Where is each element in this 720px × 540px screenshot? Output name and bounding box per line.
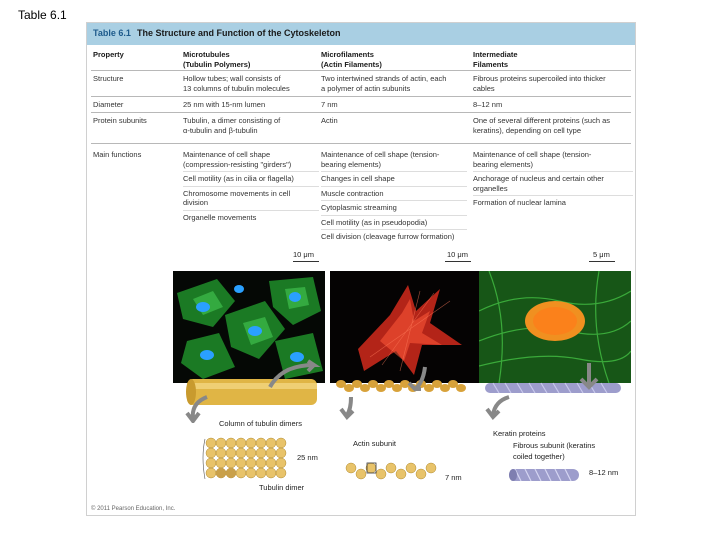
cell-diameter-microfilaments: 7 nm [321, 100, 338, 109]
function-divider [473, 171, 633, 172]
header-rule [91, 70, 631, 71]
function-line: bearing elements) [321, 159, 382, 169]
cell-line: Two intertwined strands of actin, each [321, 74, 447, 83]
cell-structure-intermediate [473, 74, 633, 93]
function-line: Cell motility (as in pseudopodia) [321, 217, 428, 227]
function-line: Maintenance of cell shape [183, 150, 271, 159]
cell-line: Hollow tubes; wall consists of [183, 74, 281, 83]
function-line: Formation of nuclear lamina [473, 198, 566, 207]
cell-line: One of several different proteins (such as [473, 116, 611, 125]
function-item [183, 174, 319, 184]
row-label-structure: Structure [93, 74, 124, 83]
label-fibrous-subunit-line2: coiled together) [513, 452, 565, 461]
function-item [183, 213, 319, 223]
function-divider [321, 200, 467, 201]
cell-line: Fibrous proteins supercoiled into thicker [473, 74, 606, 83]
cell-subunits-microfilaments: Actin [321, 116, 338, 125]
function-item [321, 150, 467, 169]
function-item [183, 150, 319, 169]
column-header-line: Microfilaments [321, 50, 374, 59]
function-divider [321, 229, 467, 230]
function-line: division [183, 198, 209, 207]
functions-microfilaments [321, 150, 467, 242]
arrow-icon [575, 361, 603, 391]
function-divider [183, 210, 319, 211]
scale-label-microtubules: 10 μm [293, 250, 314, 259]
slide-title: Table 6.1 [18, 8, 67, 22]
function-line: Changes in cell shape [321, 174, 395, 183]
arrow-icon [483, 395, 513, 421]
copyright: © 2011 Pearson Education, Inc. [91, 506, 176, 512]
function-line: Organelle movements [183, 212, 257, 222]
micrograph-intermediate-filaments [479, 271, 631, 383]
scale-label-intermediate: 5 μm [593, 250, 610, 259]
function-line: (compression-resisting "girders") [183, 159, 292, 169]
column-header-line: Intermediate [473, 50, 518, 59]
row-rule [91, 143, 631, 144]
function-line: Cell division (cleavage furrow formation) [321, 232, 455, 241]
function-item [473, 198, 633, 208]
cell-structure-microtubules [183, 74, 319, 93]
column-header-line: Filaments [473, 59, 509, 69]
label-column-of-tubulin-dimers: Column of tubulin dimers [219, 419, 302, 428]
function-divider [321, 171, 467, 172]
cell-line: a polymer of actin subunits [321, 83, 411, 93]
function-item [321, 232, 467, 242]
row-rule [91, 96, 631, 97]
keratin-subunit-model [507, 465, 583, 485]
scale-bar-microfilaments [445, 261, 471, 262]
table-number: Table 6.1 [93, 28, 131, 38]
function-line: Chromosome movements in cell [183, 188, 291, 198]
label-7nm: 7 nm [445, 473, 462, 482]
scale-bar-intermediate [589, 261, 615, 262]
table-name: The Structure and Function of the Cytoskeleton [137, 28, 341, 38]
cell-line: 13 columns of tubulin molecules [183, 83, 290, 93]
arrow-icon [262, 359, 322, 389]
column-header-line: (Actin Filaments) [321, 59, 382, 69]
function-divider [183, 171, 319, 172]
function-line: bearing elements) [473, 159, 534, 169]
cell-subunits-microtubules [183, 116, 319, 135]
function-divider [321, 186, 467, 187]
functions-intermediate [473, 150, 633, 208]
column-header-line: (Tubulin Polymers) [183, 59, 251, 69]
cell-line: cables [473, 83, 495, 93]
cell-line: Tubulin, a dimer consisting of [183, 116, 281, 125]
function-divider [183, 186, 319, 187]
column-header-line: Property [93, 50, 124, 59]
table-header-bar [87, 23, 635, 45]
cell-diameter-microtubules: 25 nm with 15-nm lumen [183, 100, 266, 109]
function-item [321, 218, 467, 228]
function-line: organelles [473, 183, 508, 193]
function-line: Maintenance of cell shape (tension- [473, 150, 592, 159]
table-panel [86, 22, 636, 516]
function-line: Maintenance of cell shape (tension- [321, 150, 440, 159]
column-header-intermediate [473, 50, 633, 69]
function-item [473, 174, 633, 193]
actin-subunit-model [343, 461, 439, 481]
cell-structure-microfilaments [321, 74, 467, 93]
column-header-microtubules [183, 50, 319, 69]
arrow-icon [405, 363, 433, 393]
row-rule [91, 112, 631, 113]
tubulin-column-model [201, 433, 293, 483]
scale-bar-microtubules [293, 261, 319, 262]
function-divider [473, 195, 633, 196]
row-label-main-functions: Main functions [93, 150, 142, 159]
row-label-protein-subunits: Protein subunits [93, 116, 147, 125]
label-actin-subunit: Actin subunit [353, 439, 396, 448]
cell-diameter-intermediate: 8–12 nm [473, 100, 503, 109]
function-item [321, 203, 467, 213]
function-line: Muscle contraction [321, 188, 384, 198]
functions-microtubules [183, 150, 319, 222]
arrow-icon [185, 395, 215, 423]
cell-line: keratins), depending on cell type [473, 125, 581, 135]
label-8-12nm: 8–12 nm [589, 468, 619, 477]
column-header-property [93, 50, 177, 60]
label-fibrous-subunit-line1: Fibrous subunit (keratins [513, 441, 596, 450]
microfilament-model [333, 379, 473, 393]
function-line: Cell motility (as in cilia or flagella) [183, 174, 294, 183]
row-label-diameter: Diameter [93, 100, 124, 109]
function-line: Anchorage of nucleus and certain other [473, 174, 604, 183]
arrow-icon [337, 395, 361, 421]
function-item [473, 150, 633, 169]
column-header-line: Microtubules [183, 50, 230, 59]
function-divider [321, 215, 467, 216]
cell-line: α-tubulin and β-tubulin [183, 125, 258, 135]
scale-label-microfilaments: 10 μm [447, 250, 468, 259]
function-item [321, 174, 467, 184]
function-line: Cytoplasmic streaming [321, 203, 397, 212]
function-item [183, 189, 319, 208]
label-tubulin-dimer: Tubulin dimer [259, 483, 305, 492]
column-header-microfilaments [321, 50, 467, 69]
function-item [321, 189, 467, 199]
label-keratin-proteins: Keratin proteins [493, 429, 546, 438]
label-25nm: 25 nm [297, 453, 318, 462]
cell-subunits-intermediate [473, 116, 633, 135]
